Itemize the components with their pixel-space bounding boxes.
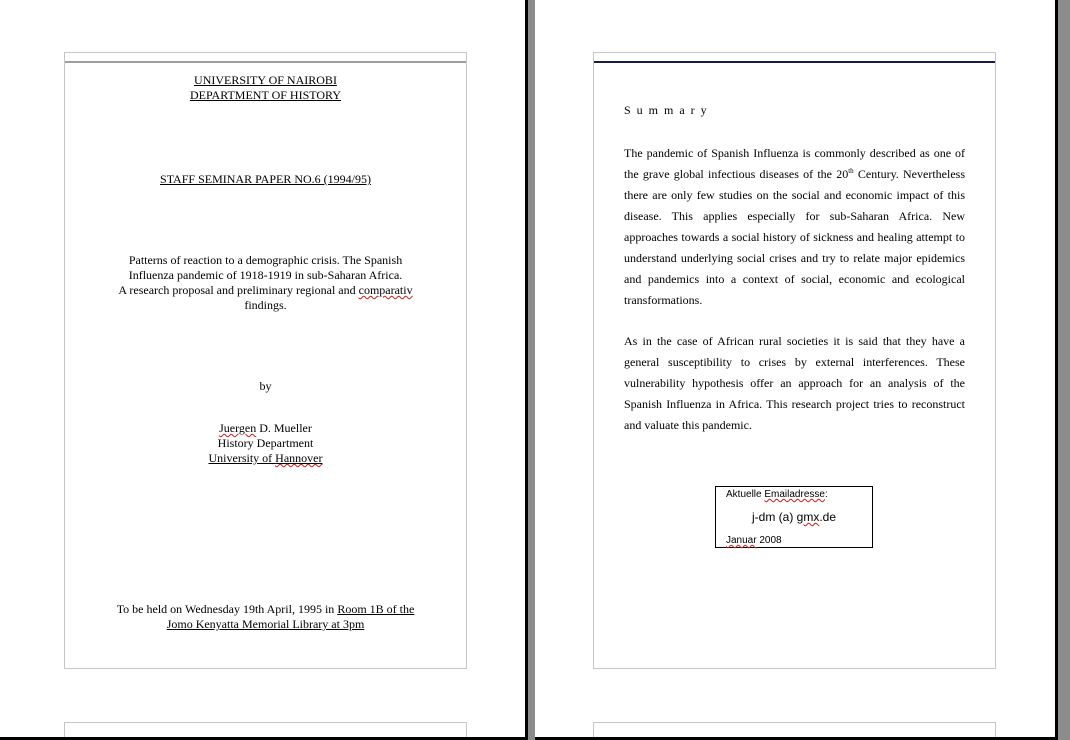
- title-page-frame: [64, 52, 467, 669]
- title-line-3-text: A research proposal and preliminary regional and: [118, 283, 359, 297]
- email-domain[interactable]: gmx: [796, 510, 820, 524]
- email-label: [726, 488, 828, 501]
- misspelled-word[interactable]: comparativ: [358, 283, 413, 297]
- author-university: [64, 451, 467, 466]
- title-line-1: Patterns of reaction to a demographic crisis. The Spanish: [128, 253, 403, 267]
- para1-text-a: The pandemic of Spanish Influenza is commonly described as one of the grave global infectious diseases of the 20: [624, 146, 965, 181]
- next-page-frame-right: [593, 722, 996, 740]
- title-page: [0, 0, 528, 740]
- email-pre: j-dm (a): [751, 510, 797, 524]
- frame-top-rule: [65, 61, 466, 63]
- author-first-name[interactable]: Juergen: [219, 421, 257, 435]
- venue-line-2: Jomo Kenyatta Memorial Library at 3pm: [166, 617, 365, 631]
- email-date: [726, 534, 782, 547]
- title-line-3: [64, 283, 467, 298]
- title-line-2: Influenza pandemic of 1918-1919 in sub-Saharan Africa.: [128, 268, 403, 282]
- date-year: 2008: [756, 535, 782, 546]
- next-page-frame: [64, 722, 467, 740]
- venue-room: Room 1B of the: [337, 602, 415, 616]
- email-post: .de: [819, 510, 837, 524]
- summary-heading: Summary: [624, 103, 713, 117]
- venue-block: [64, 602, 467, 632]
- by-line: by: [259, 379, 272, 393]
- department-heading: DEPARTMENT OF HISTORY: [189, 88, 342, 102]
- email-label-word[interactable]: Emailadresse: [764, 489, 825, 500]
- author-block: [64, 421, 467, 466]
- author-name: [64, 421, 467, 436]
- date-month[interactable]: Januar: [726, 535, 757, 546]
- venue-line-1: [64, 602, 467, 617]
- author-surname: D. Mueller: [256, 421, 312, 435]
- summary-page: [535, 0, 1058, 740]
- author-university-text: University of: [208, 451, 276, 465]
- email-label-pre: Aktuelle: [726, 489, 765, 500]
- superscript-th: th: [848, 167, 854, 175]
- venue-date: To be held on Wednesday 19th April, 1995 in: [116, 602, 338, 616]
- summary-paragraph-1: [624, 143, 965, 311]
- para1-text-b: Century. Nevertheless there are only few studies on the social and economic impact of this disease. This applies especially for sub-Saharan Africa. New approaches towards a social history of sickness and healing attempt to understand underlying social crises and try to relate major epidemics and pandemics into a context of social, economic and ecological transformations.: [624, 167, 965, 307]
- summary-paragraph-2: As in the case of African rural societies it is said that they have a general susceptibility to crises by external interferences. These vulnerability hypothesis offer an approach for an analysis of the Spanish Influenza in Africa. This research project tries to reconstruct and valuate this pandemic.: [624, 334, 965, 432]
- misspelled-city[interactable]: Hannover: [275, 451, 323, 465]
- seminar-series: STAFF SEMINAR PAPER NO.6 (1994/95): [160, 172, 371, 186]
- email-label-post: :: [824, 489, 828, 500]
- university-heading: UNIVERSITY OF NAIROBI: [194, 73, 337, 87]
- author-department: History Department: [217, 436, 314, 450]
- email-address: [716, 509, 872, 525]
- title-line-4: findings.: [244, 298, 287, 312]
- email-box: [715, 486, 873, 548]
- frame-top-rule-dark: [594, 61, 995, 63]
- paper-title: [64, 253, 467, 313]
